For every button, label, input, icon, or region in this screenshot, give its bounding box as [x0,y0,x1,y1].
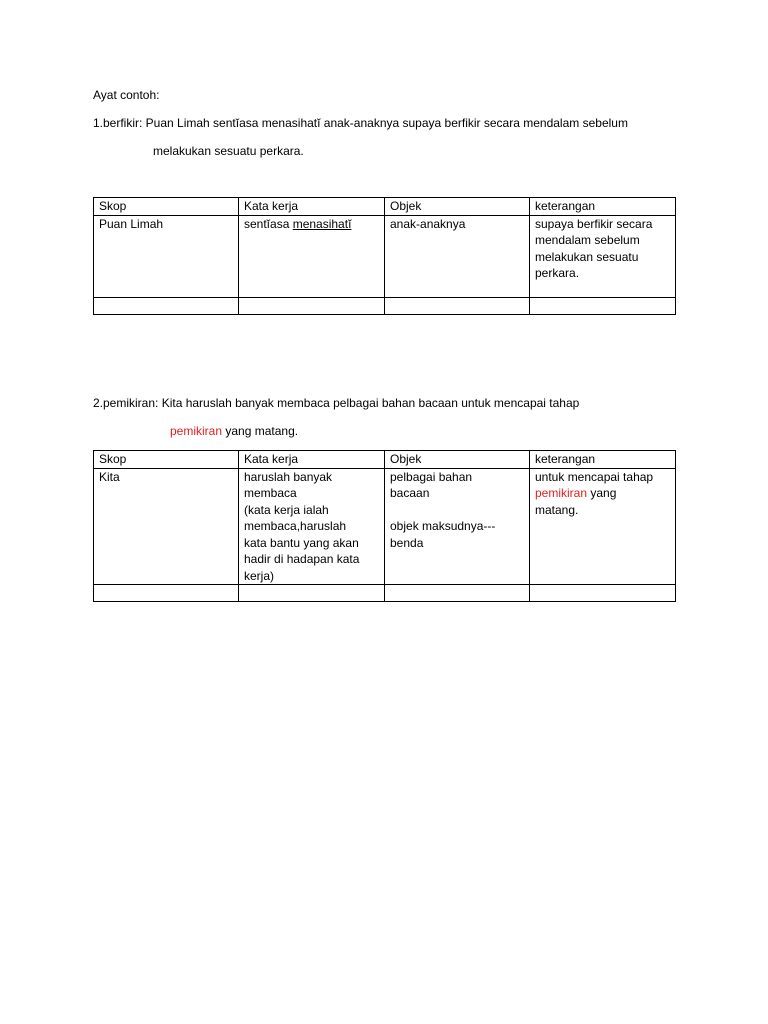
objek-line: bacaan [390,486,430,500]
highlight-word: pemikiran [535,486,588,500]
example2-line2 [170,424,298,439]
empty-cell [239,585,385,602]
example2-line2-rest: yang matang. [222,424,299,438]
example1-line2: melakukan sesuatu perkara. [153,144,304,158]
table-example-1 [93,197,676,315]
empty-cell [94,297,239,314]
table-row [94,215,676,297]
cell-skop: Puan Limah [94,215,239,297]
intro-text: Ayat contoh: [93,88,160,102]
cell-kata-kerja [239,215,385,297]
keterangan-line: supaya berfikir secara [535,216,653,231]
keterangan-line-rest: yang [587,486,617,500]
cell-objek [385,468,530,585]
keterangan-line: matang. [535,502,579,517]
kata-kerja-line: haruslah banyak [244,469,333,484]
table-header-row [94,198,676,216]
kata-kerja-line: (kata kerja ialah [244,502,329,517]
table-empty-row [94,585,676,602]
keterangan-line [535,485,670,502]
keterangan-line: melakukan sesuatu [535,249,639,264]
kata-kerja-underlined: menasihatĭ [292,216,352,231]
kata-kerja-line: membaca,haruslah [244,519,347,533]
table-row [94,468,676,585]
header-keterangan: keterangan [530,198,676,216]
kata-kerja-line: hadir di hadapan kata [244,552,360,566]
example1-line1: 1.berfikir: Puan Limah sentĭasa menasihatĭ anak-anaknya supaya berfikir secara mendalam sebelum [93,116,628,130]
table-empty-row [94,297,676,314]
cell-kata-kerja [239,468,385,585]
empty-cell [530,585,676,602]
keterangan-line: mendalam sebelum [535,233,640,247]
cell-objek: anak-anaknya [385,215,530,297]
kata-kerja-line: kata bantu yang akan [244,535,359,550]
cell-skop: Kita [94,468,239,585]
header-objek: Objek [385,451,530,469]
objek-note: objek maksudnya---benda [390,519,496,550]
keterangan-line: perkara. [535,266,580,280]
table-header-row [94,451,676,469]
header-kata-kerja: Kata kerja [239,451,385,469]
empty-cell [530,297,676,314]
header-objek: Objek [385,198,530,216]
empty-cell [239,297,385,314]
table-example-2 [93,450,676,602]
cell-keterangan [530,468,676,585]
header-keterangan: keterangan [530,451,676,469]
kata-kerja-prefix: sentĭasa [244,216,293,231]
cell-keterangan [530,215,676,297]
header-kata-kerja: Kata kerja [239,198,385,216]
empty-cell [94,585,239,602]
spacer [390,502,524,519]
kata-kerja-line: membaca [244,486,297,500]
objek-line: pelbagai bahan [390,469,473,484]
empty-cell [385,585,530,602]
kata-kerja-line: kerja) [244,568,275,583]
keterangan-line: untuk mencapai tahap [535,469,654,484]
empty-cell [385,297,530,314]
header-skop: Skop [94,198,239,216]
header-skop: Skop [94,451,239,469]
example2-line1: 2.pemikiran: Kita haruslah banyak membaca pelbagai bahan bacaan untuk mencapai tahap [93,396,580,410]
highlight-word: pemikiran [170,424,223,438]
